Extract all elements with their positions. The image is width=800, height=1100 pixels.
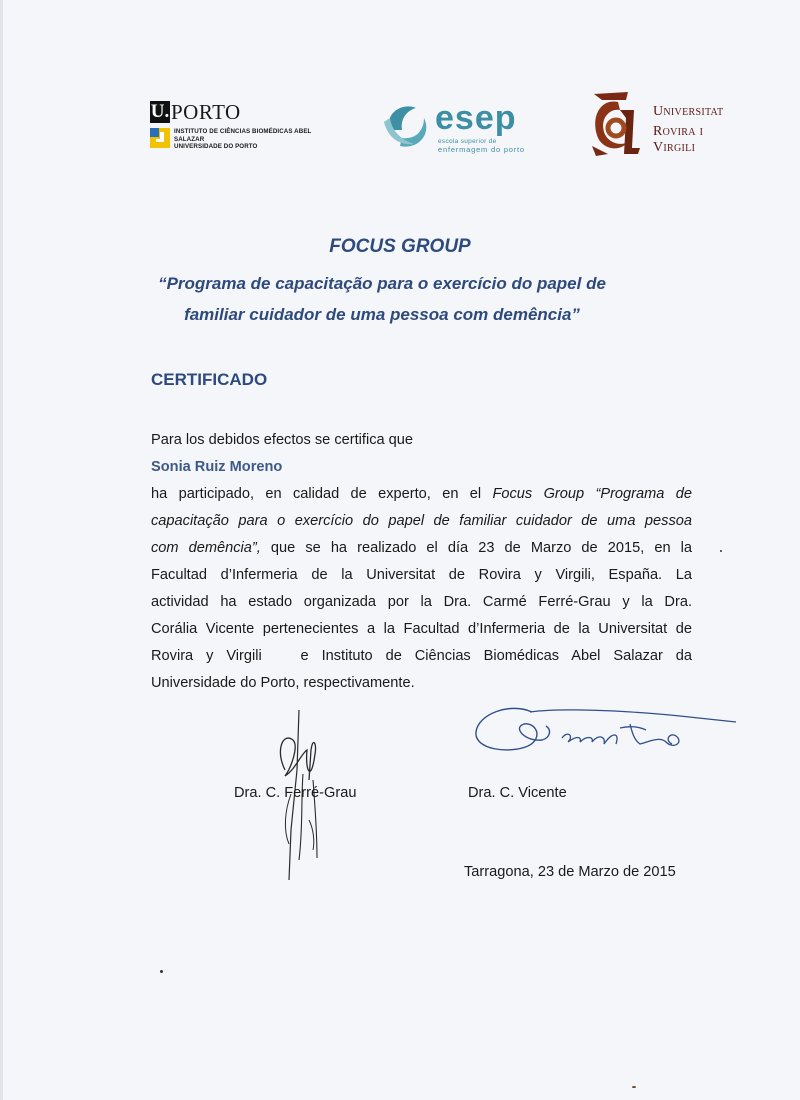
right-signatory-name: Dra. C. Vicente	[468, 785, 567, 801]
esep-subtitle-line2: enfermagem do porto	[438, 145, 525, 154]
uporto-logo	[150, 100, 340, 160]
focus-group-title: FOCUS GROUP	[329, 236, 471, 257]
body-line-1-italic: Focus Group “Programa de	[492, 486, 692, 502]
certificate-intro: Para los debidos efectos se certifica que	[151, 432, 414, 448]
icbas-name: INSTITUTO DE CIÊNCIAS BIOMÉDICAS ABEL SALAZAR	[174, 128, 312, 143]
program-title-line1: “Programa de capacitação para o exercício do papel de	[158, 274, 606, 293]
body-line-1-text: ha participado, en calidad de experto, en el	[151, 486, 493, 502]
icbas-text	[174, 128, 340, 151]
certificate-heading: CERTIFICADO	[151, 370, 268, 389]
body-line-3-text: que se ha realizado el día 23 de Marzo de 2015, en la	[260, 540, 692, 556]
scan-speck	[160, 970, 163, 973]
program-title-line2: familiar cuidador de uma pessoa com demência”	[184, 305, 580, 324]
body-line-5: actividad ha estado organizada por la Dra. Carmé Ferré-Grau y la Dra.	[151, 594, 692, 610]
body-line-2: capacitação para o exercício do papel de familiar cuidador de uma pessoa	[151, 513, 692, 529]
body-line-3	[151, 540, 692, 556]
urv-emblem-icon	[588, 88, 650, 158]
esep-wordmark: esep	[435, 99, 517, 137]
uporto-u-mark: U.	[150, 101, 170, 122]
scan-speck	[632, 1086, 636, 1088]
esep-emblem-icon	[380, 100, 434, 152]
scan-speck	[720, 550, 722, 552]
icbas-icon	[150, 128, 170, 148]
right-handwritten-signature	[470, 702, 740, 762]
urv-logo	[588, 88, 748, 158]
uporto-word: PORTO	[171, 100, 241, 124]
body-line-1	[151, 486, 692, 502]
uporto-wordmark	[150, 100, 340, 124]
body-line-3-italic: com demência”,	[151, 540, 261, 556]
body-line-4: Facultad d’Infermeria de la Universitat de Rovira y Virgili, España. La	[151, 567, 692, 583]
recipient-name: Sonia Ruiz Moreno	[151, 459, 283, 475]
urv-name-line1: Universitat	[653, 104, 724, 119]
body-line-8: Universidade do Porto, respectivamente.	[151, 675, 415, 691]
body-line-7: Rovira y Virgili e Instituto de Ciências Biomédicas Abel Salazar da	[151, 648, 692, 664]
body-line-6: Corália Vicente pertenecientes a la Facultad d’Infermeria de la Universitat de	[151, 621, 692, 637]
page-edge	[0, 0, 3, 1100]
icbas-row	[150, 128, 340, 151]
place-and-date: Tarragona, 23 de Marzo de 2015	[464, 864, 676, 880]
esep-logo	[380, 98, 530, 158]
uporto-university-name: UNIVERSIDADE DO PORTO	[174, 143, 258, 150]
left-signatory-name: Dra. C. Ferré-Grau	[234, 785, 357, 801]
esep-subtitle-line1: escola superior de	[438, 138, 497, 145]
urv-name-line2: Rovira i Virgili	[653, 124, 704, 155]
